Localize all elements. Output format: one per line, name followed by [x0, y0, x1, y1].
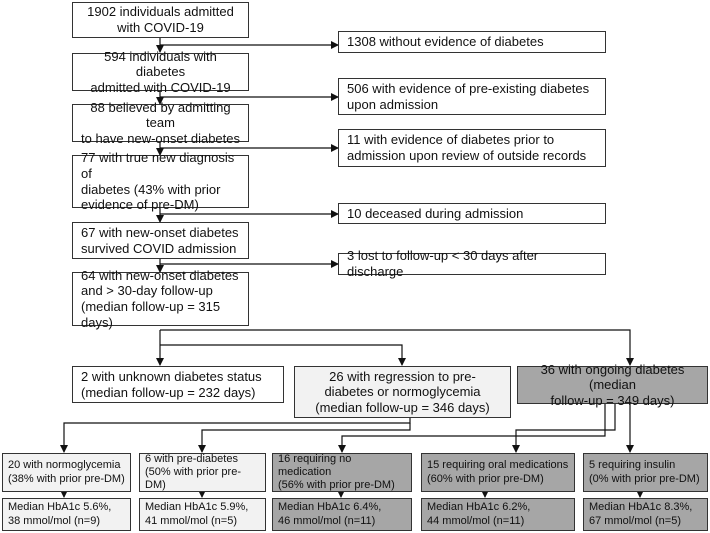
box-excl-deceased [338, 203, 606, 224]
box-hba1c-pre-diabetes [139, 498, 266, 531]
box-excl-no-diabetes-text: 1308 without evidence of diabetes [347, 34, 544, 50]
box-hba1c-oral-medications [421, 498, 575, 531]
box-excl-outside-records-text: 11 with evidence of diabetes prior to admission upon review of outside records [347, 132, 587, 163]
box-normoglycemia-text: 20 with normoglycemia (38% with prior pre-DM) [8, 459, 125, 485]
box-survived [72, 222, 249, 259]
arrow-to-regression [160, 345, 402, 365]
box-hba1c-normoglycemia-text: Median HbA1c 5.6%, 38 mmol/mol (n=9) [8, 501, 112, 527]
box-admitted-covid [72, 2, 249, 38]
box-ongoing-diabetes [517, 361, 708, 408]
box-regression-text: 26 with regression to pre- diabetes or normoglycemia (median follow-up = 346 days) [315, 368, 490, 415]
box-excl-deceased-text: 10 deceased during admission [347, 205, 524, 221]
box-believed-new-onset-text: 88 believed by admitting team to have new-onset diabetes [81, 99, 240, 146]
box-diabetes-covid-text: 594 individuals with diabetes admitted with COVID-19 [90, 48, 231, 95]
box-admitted-covid-text: 1902 individuals admitted with COVID-19 [87, 4, 234, 35]
box-follow-up [72, 267, 249, 330]
box-true-new-diagnosis-text: 77 with true new diagnosis of diabetes (43% with prior evidence of pre-DM) [81, 150, 235, 213]
box-excl-outside-records [338, 129, 606, 167]
box-hba1c-insulin-text: Median HbA1c 8.3%, 67 mmol/mol (n=5) [589, 501, 693, 527]
box-no-medication-text: 16 requiring no medication (56% with prior pre-DM) [278, 452, 395, 492]
box-no-medication [272, 453, 412, 492]
box-survived-text: 67 with new-onset diabetes survived COVID admission [81, 224, 239, 256]
box-normoglycemia [2, 453, 131, 492]
box-unknown-status-text: 2 with unknown diabetes status (median follow-up = 232 days) [81, 368, 262, 400]
box-true-new-diagnosis [72, 150, 249, 213]
box-insulin-text: 5 requiring insulin (0% with prior pre-DM) [589, 459, 700, 485]
box-excl-pre-existing [338, 78, 606, 115]
box-hba1c-oral-medications-text: Median HbA1c 6.2%, 44 mmol/mol (n=11) [427, 501, 531, 527]
box-ongoing-diabetes-text: 36 with ongoing diabetes (median follow-up = 349 days) [540, 361, 685, 408]
arrow-to-ongoing [160, 330, 630, 365]
box-hba1c-no-medication-text: Median HbA1c 6.4%, 46 mmol/mol (n=11) [278, 501, 382, 527]
box-oral-medications-text: 15 requiring oral medications (60% with prior pre-DM) [427, 459, 569, 485]
box-hba1c-insulin [583, 498, 708, 531]
box-follow-up-text: 64 with new-onset diabetes and > 30-day follow-up (median follow-up = 315 days) [81, 267, 239, 330]
box-regression [294, 366, 511, 418]
box-pre-diabetes-text: 6 with pre-diabetes (50% with prior pre-DM) [145, 452, 241, 492]
box-excl-lost-text: 3 lost to follow-up < 30 days after discharge [347, 248, 539, 279]
box-pre-diabetes [139, 453, 266, 492]
box-diabetes-covid [72, 48, 249, 95]
box-oral-medications [421, 453, 575, 492]
box-hba1c-pre-diabetes-text: Median HbA1c 5.9%, 41 mmol/mol (n=5) [145, 501, 249, 527]
arrow-to-oral [516, 404, 615, 452]
arrow-to-normoglycemia [64, 417, 410, 452]
box-hba1c-no-medication [272, 498, 412, 531]
box-hba1c-normoglycemia [2, 498, 131, 531]
box-excl-lost [338, 248, 606, 279]
box-believed-new-onset [72, 99, 249, 146]
box-insulin [583, 453, 708, 492]
arrow-to-prediabetes [202, 423, 410, 452]
box-unknown-status [72, 366, 284, 403]
box-excl-no-diabetes [338, 31, 606, 53]
box-excl-pre-existing-text: 506 with evidence of pre-existing diabetes upon admission [347, 80, 590, 112]
